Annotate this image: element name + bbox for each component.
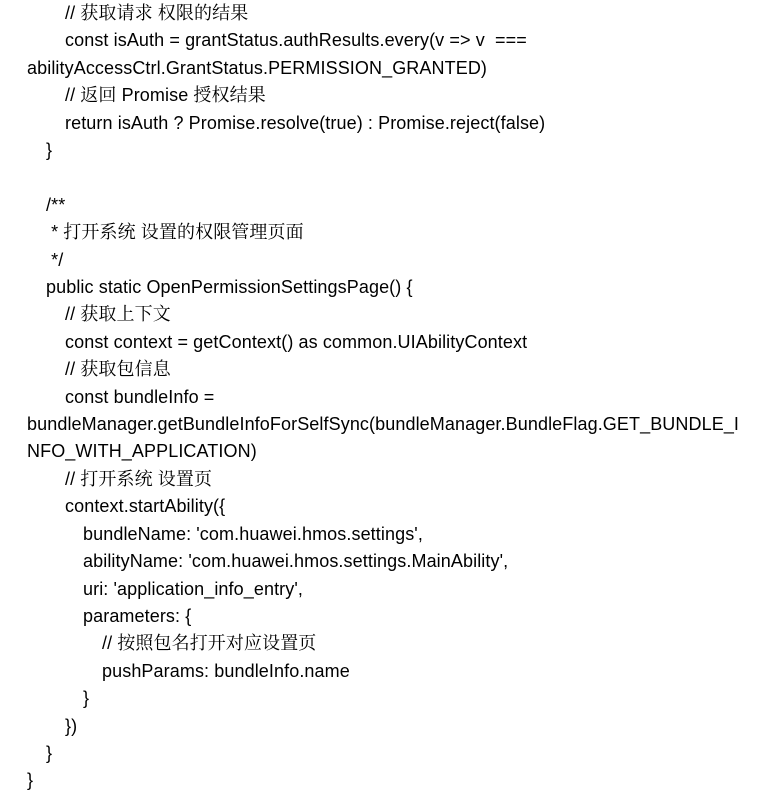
- code-line-blank: [27, 164, 762, 191]
- code-line: }: [27, 770, 34, 791]
- code-line: }): [65, 715, 78, 736]
- code-line: uri: 'application_info_entry',: [83, 578, 304, 599]
- code-line: parameters: {: [83, 605, 192, 626]
- code-line: * 打开系统 设置的权限管理页面: [46, 222, 304, 243]
- code-line: bundleName: 'com.huawei.hmos.settings',: [83, 523, 423, 544]
- code-line: return isAuth ? Promise.resolve(true) : Promise.reject(false): [65, 112, 546, 133]
- code-line: pushParams: bundleInfo.name: [102, 660, 350, 681]
- code-line: }: [46, 742, 53, 763]
- code-line: // 按照包名打开对应设置页: [102, 633, 317, 654]
- code-line: bundleManager.getBundleInfoForSelfSync(bundleManager.BundleFlag.GET_BUNDLE_I: [27, 414, 740, 435]
- code-line: // 获取请求 权限的结果: [65, 3, 249, 23]
- code-line: // 获取上下文: [65, 304, 171, 325]
- code-line: /**: [46, 194, 66, 215]
- code-line: const context = getContext() as common.UIAbilityContext: [65, 331, 528, 352]
- code-line: NFO_WITH_APPLICATION): [27, 441, 257, 462]
- code-line: public static OpenPermissionSettingsPage() {: [46, 277, 413, 298]
- code-line: }: [83, 688, 90, 709]
- code-line: // 打开系统 设置页: [65, 468, 213, 489]
- code-line: // 返回 Promise 授权结果: [65, 85, 266, 106]
- code-line: const bundleInfo =: [65, 386, 215, 407]
- code-line: abilityAccessCtrl.GrantStatus.PERMISSION_GRANTED): [27, 57, 488, 78]
- code-line: }: [46, 140, 53, 161]
- code-line: context.startAbility({: [65, 496, 226, 517]
- code-line: const isAuth = grantStatus.authResults.every(v => v ===: [65, 30, 527, 51]
- code-line: */: [46, 249, 64, 270]
- code-line: // 获取包信息: [65, 359, 171, 380]
- code-line: abilityName: 'com.huawei.hmos.settings.MainAbility',: [83, 551, 509, 572]
